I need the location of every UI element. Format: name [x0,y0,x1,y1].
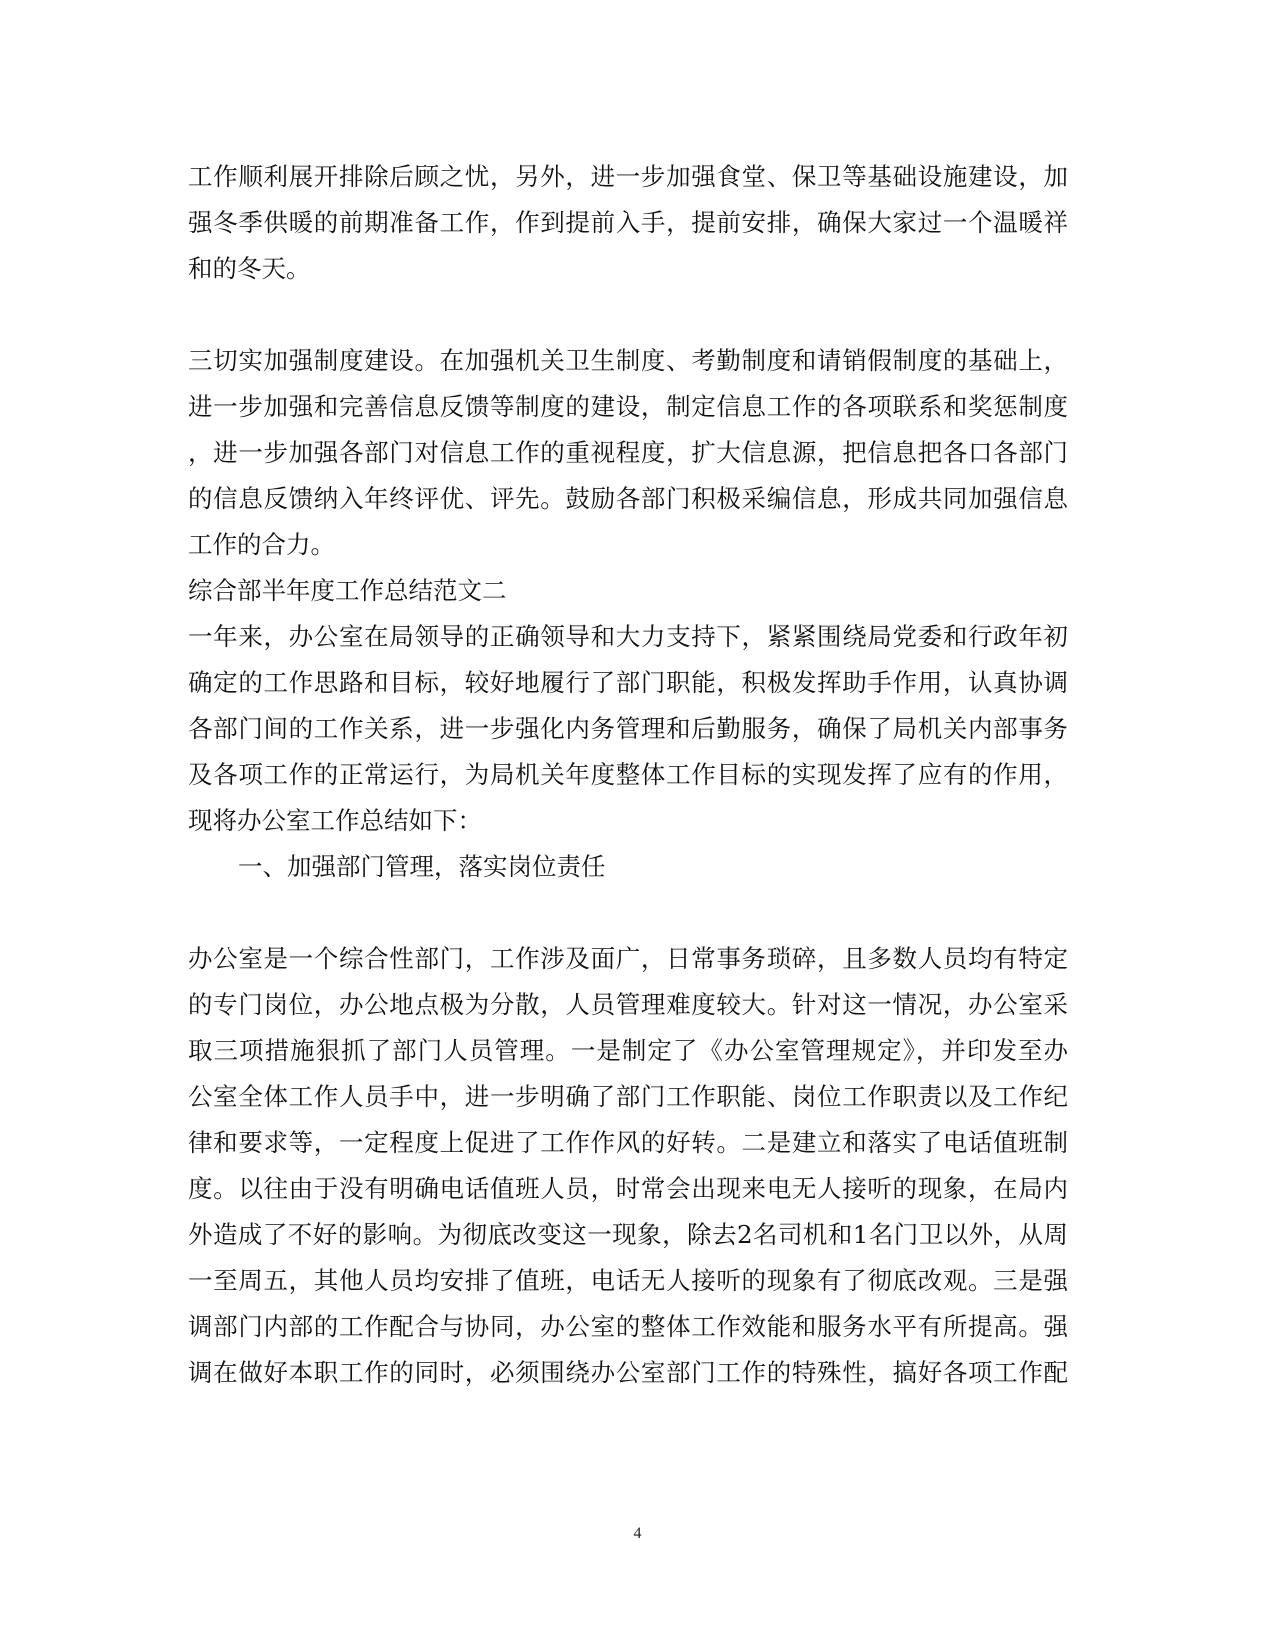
text-line: 各部门间的工作关系，进一步强化内务管理和后勤服务，确保了局机关内部事务 [188,714,1068,743]
page-number: 4 [633,1525,642,1542]
text-line: 律和要求等，一定程度上促进了工作作风的好转。二是建立和落实了电话值班制 [188,1128,1068,1157]
text-line: 一年来，办公室在局领导的正确领导和大力支持下，紧紧围绕局党委和行政年初 [188,622,1068,651]
text-line: 调在做好本职工作的同时，必须围绕办公室部门工作的特殊性，搞好各项工作配 [188,1358,1068,1387]
text-line: 一至周五，其他人员均安排了值班，电话无人接听的现象有了彻底改观。三是强 [188,1266,1068,1295]
text-line: 进一步加强和完善信息反馈等制度的建设，制定信息工作的各项联系和奖惩制度 [188,392,1068,421]
text-line: 调部门内部的工作配合与协同，办公室的整体工作效能和服务水平有所提高。强 [188,1312,1068,1341]
text-line: 公室全体工作人员手中，进一步明确了部门工作职能、岗位工作职责以及工作纪 [188,1082,1068,1111]
text-line: 工作顺利展开排除后顾之忧，另外，进一步加强食堂、保卫等基础设施建设，加 [188,162,1068,191]
text-line: 和的冬天。 [188,254,311,283]
text-line: 的专门岗位，办公地点极为分散，人员管理难度较大。针对这一情况，办公室采 [188,990,1068,1019]
text-line: 的信息反馈纳入年终评优、评先。鼓励各部门积极采编信息，形成共同加强信息 [188,484,1068,513]
text-line: 确定的工作思路和目标，较好地履行了部门职能，积极发挥助手作用，认真协调 [188,668,1068,697]
subheading: 一、加强部门管理，落实岗位责任 [238,852,606,881]
text-line: 工作的合力。 [188,530,335,559]
section-title: 综合部半年度工作总结范文二 [188,576,507,605]
text-line: 现将办公室工作总结如下： [188,806,482,835]
text-line: 强冬季供暖的前期准备工作，作到提前入手，提前安排，确保大家过一个温暖祥 [188,208,1068,237]
text-line: 取三项措施狠抓了部门人员管理。一是制定了《办公室管理规定》，并印发至办 [188,1036,1068,1065]
text-line: 三切实加强制度建设。在加强机关卫生制度、考勤制度和请销假制度的基础上， [188,346,1068,375]
text-line: ，进一步加强各部门对信息工作的重视程度，扩大信息源，把信息把各口各部门 [188,438,1068,467]
text-line: 办公室是一个综合性部门，工作涉及面广，日常事务琐碎，且多数人员均有特定 [188,944,1068,973]
text-line: 度。以往由于没有明确电话值班人员，时常会出现来电无人接听的现象，在局内 [188,1174,1068,1203]
text-line: 外造成了不好的影响。为彻底改变这一现象，除去2名司机和1名门卫以外，从周 [188,1220,1068,1249]
text-line: 及各项工作的正常运行，为局机关年度整体工作目标的实现发挥了应有的作用， [188,760,1068,789]
